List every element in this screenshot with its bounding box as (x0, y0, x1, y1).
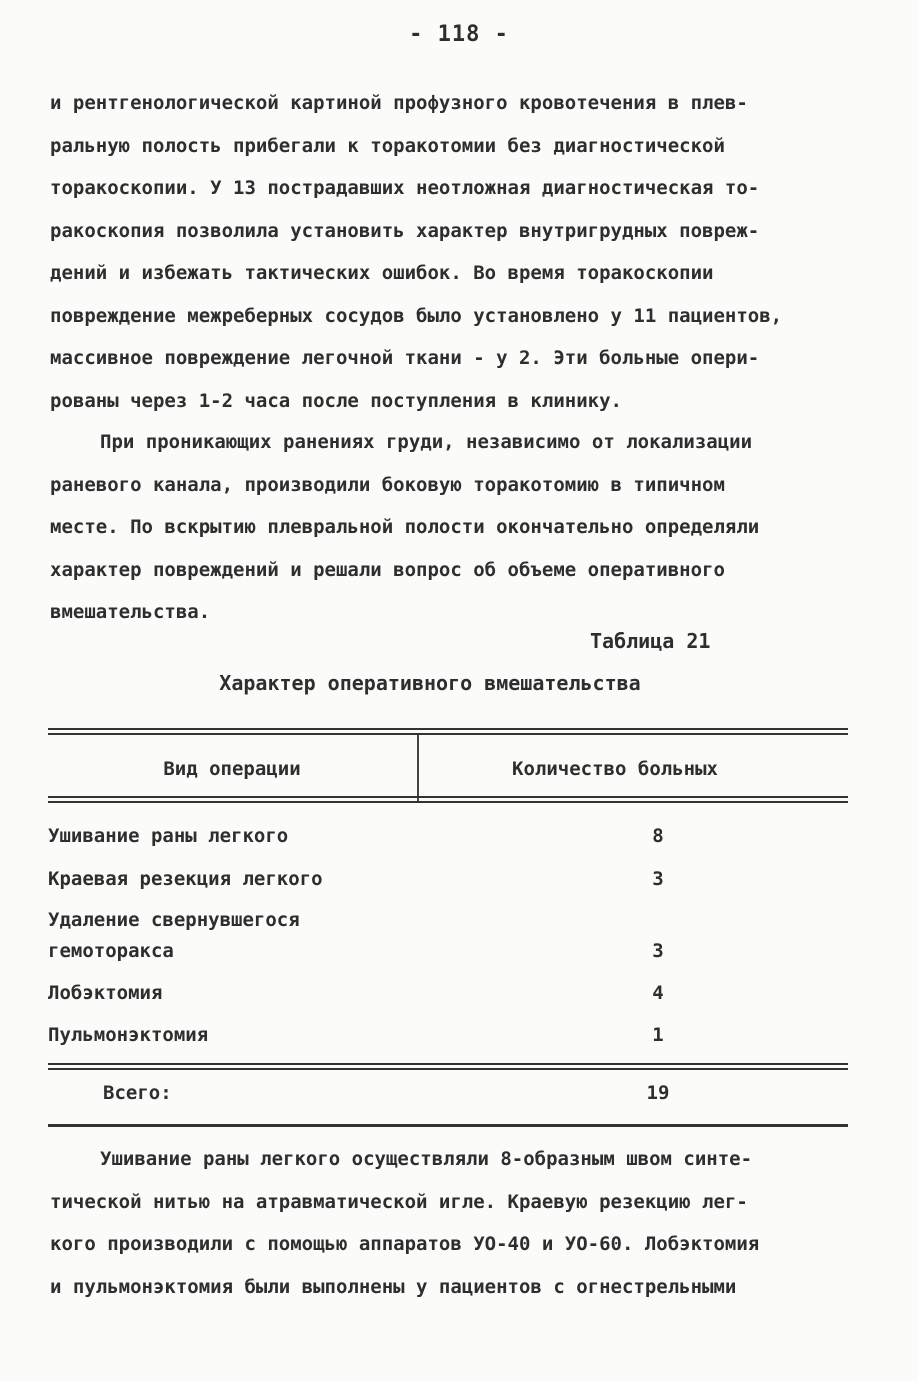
table-total-rule (48, 1063, 848, 1070)
text-line: повреждение межреберных сосудов было установлено у 11 пациентов, (50, 304, 783, 327)
patient-count: 1 (652, 1024, 664, 1046)
table-header-rule (48, 796, 848, 803)
text-line: торакоскопии. У 13 пострадавших неотложная диагностическая то- (50, 177, 760, 199)
paragraph-2 (50, 421, 850, 634)
text-line: дений и избежать тактических ошибок. Во время торакоскопии (50, 262, 714, 284)
text-line: Ушивание раны легкого осуществляли 8-образным швом синте- (100, 1148, 753, 1170)
header-patient-count: Количество больных (512, 758, 718, 780)
total-value: 19 (646, 1082, 670, 1104)
header-operation-type: Вид операции (163, 758, 301, 780)
text-line: кого производили с помощью аппаратов УО-40 и УО-60. Лобэктомия (50, 1233, 760, 1255)
text-line: вмешательства. (50, 601, 211, 623)
text-line: и рентгенологической картиной профузного кровотечения в плев- (50, 92, 748, 114)
operation-name: Удаление свернувшегося (48, 909, 300, 931)
paragraph-1 (50, 82, 850, 422)
text-line: и пульмонэктомия были выполнены у пациентов с огнестрельными (50, 1275, 737, 1298)
text-line: массивное повреждение легочной ткани - у 2. Эти больные опери- (50, 347, 760, 369)
table-label: Таблица 21 (590, 629, 711, 653)
text-line: месте. По вскрытию плевральной полости окончательно определяли (50, 516, 760, 538)
table-title: Характер оперативного вмешательства (219, 671, 641, 695)
text-line: тической нитью на атравматической игле. Краевую резекцию лег- (50, 1190, 748, 1213)
text-line: ральную полость прибегали к торакотомии без диагностической (50, 134, 725, 157)
header-separator (417, 735, 419, 801)
text-line: характер повреждений и решали вопрос об объеме оперативного (50, 558, 725, 581)
operation-name: Пульмонэктомия (48, 1024, 209, 1046)
operation-name-continued: гемоторакса (48, 940, 174, 962)
table-bottom-rule (48, 1124, 848, 1127)
patient-count: 4 (652, 982, 664, 1004)
paragraph-3 (50, 1138, 850, 1308)
text-line: ракоскопия позволила установить характер внутригрудных повреж- (50, 219, 760, 242)
text-line: рованы через 1-2 часа после поступления в клинику. (50, 389, 622, 412)
patient-count: 3 (652, 940, 664, 962)
text-line: раневого канала, производили боковую торакотомию в типичном (50, 473, 725, 496)
total-label: Всего: (103, 1082, 172, 1104)
operation-name: Лобэктомия (48, 982, 163, 1004)
patient-count: 8 (652, 825, 664, 847)
operation-name: Ушивание раны легкого (48, 825, 289, 847)
patient-count: 3 (652, 868, 664, 890)
table-top-rule (48, 728, 848, 735)
operation-name: Краевая резекция легкого (48, 868, 323, 890)
text-line: При проникающих ранениях груди, независимо от локализации (100, 431, 753, 453)
page-number: - 118 - (409, 22, 509, 47)
